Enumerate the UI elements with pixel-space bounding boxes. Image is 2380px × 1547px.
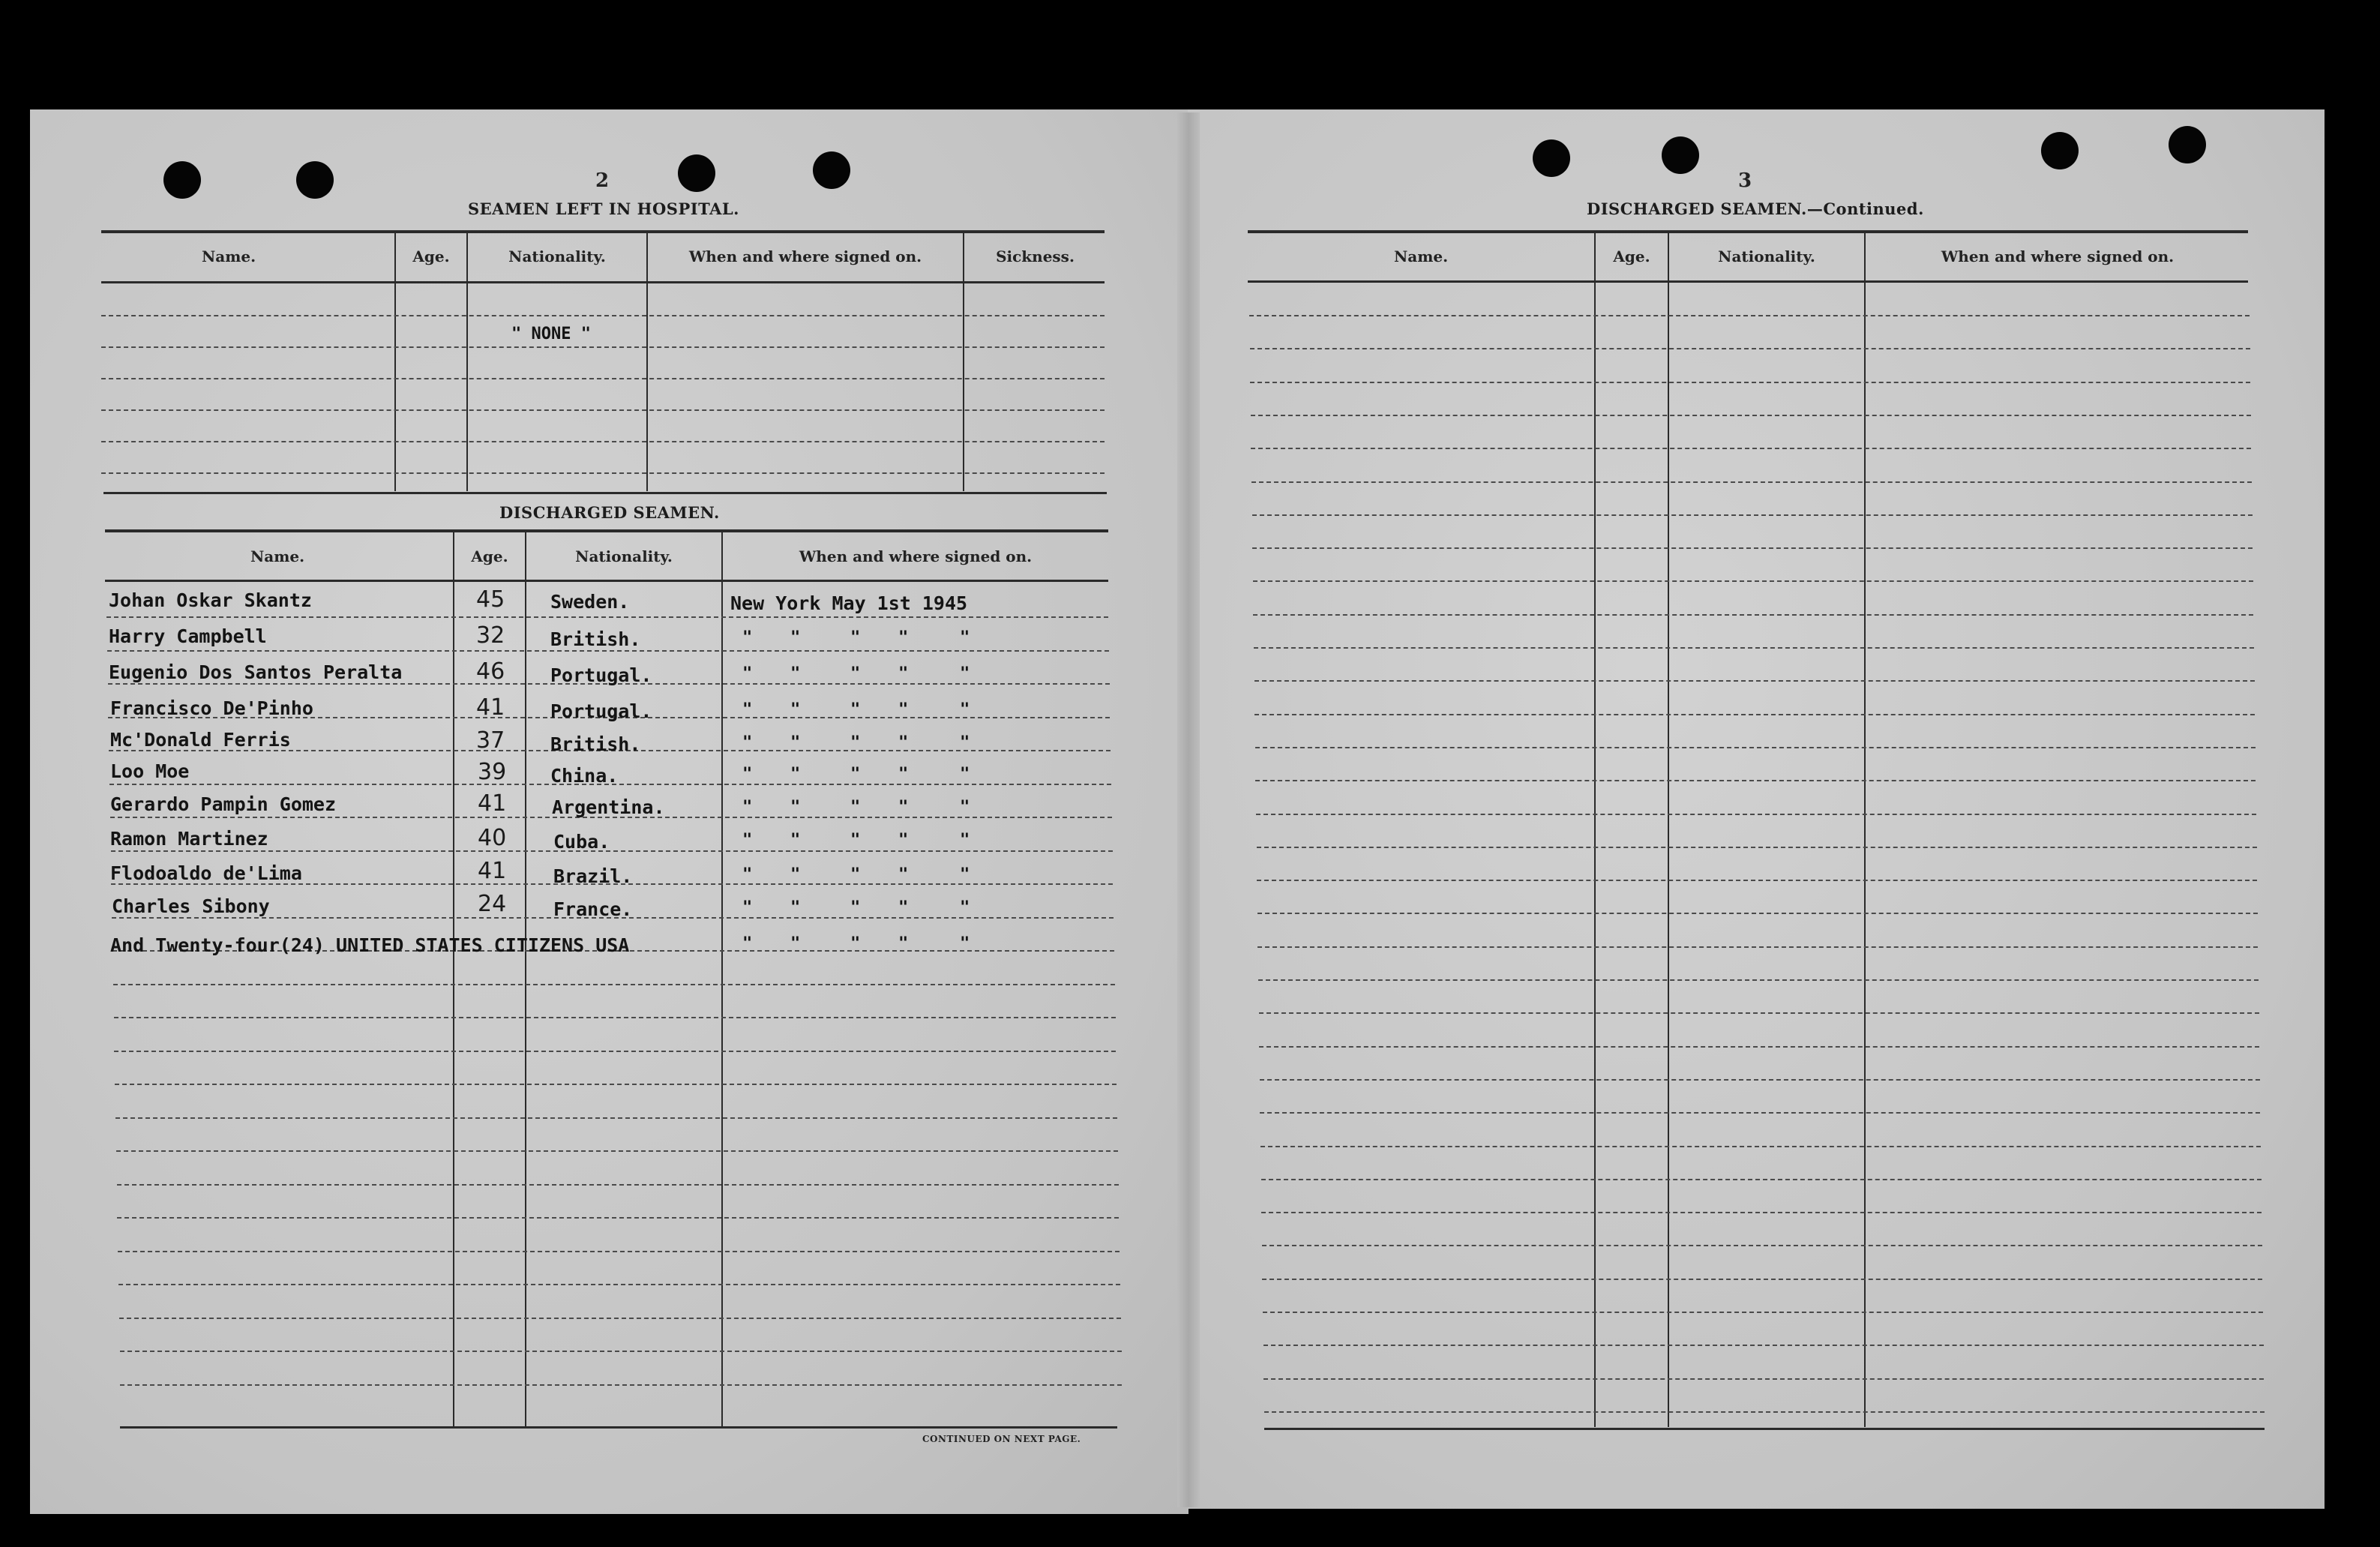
right-section-title: DISCHARGED SEAMEN.—Continued.	[1587, 199, 1924, 218]
seaman-name: Flodoaldo de'Lima	[110, 862, 302, 884]
ruled-line	[1254, 714, 2255, 715]
right-top-rule	[1248, 230, 2248, 233]
ruled-line	[1257, 847, 2257, 848]
hospital-top-rule	[101, 230, 1105, 233]
ruled-line	[111, 850, 1113, 852]
ditto-mark: "	[960, 798, 970, 817]
seaman-signed-on: New York May 1st 1945	[730, 592, 968, 614]
ditto-mark: "	[898, 700, 909, 719]
punch-hole	[1533, 139, 1570, 177]
hospital-column-line	[394, 233, 396, 491]
ruled-line	[1254, 680, 2255, 682]
hospital-col-sickness: Sickness.	[996, 247, 1075, 265]
ruled-line	[1253, 580, 2253, 582]
ruled-line	[1264, 1411, 2265, 1413]
ditto-mark: "	[850, 700, 861, 719]
ditto-mark: "	[790, 628, 801, 647]
ditto-mark: "	[790, 865, 801, 884]
ruled-line	[1252, 514, 2253, 516]
ruled-line	[115, 1117, 1117, 1119]
seaman-name: Johan Oskar Skantz	[109, 589, 312, 611]
ruled-line	[1259, 1046, 2259, 1048]
ditto-mark: "	[742, 664, 753, 683]
ruled-line	[1262, 1279, 2262, 1280]
ruled-line	[1251, 481, 2252, 483]
hospital-entry-none: " NONE "	[511, 325, 591, 343]
ditto-mark: "	[898, 831, 909, 850]
punch-hole	[2041, 132, 2079, 169]
seaman-age: 41	[478, 858, 507, 884]
seaman-age: 40	[478, 825, 507, 851]
hospital-section-title: SEAMEN LEFT IN HOSPITAL.	[468, 199, 739, 218]
ruled-line	[120, 1384, 1122, 1386]
right-col-nationality: Nationality.	[1718, 247, 1815, 265]
ruled-line	[1251, 448, 2251, 449]
ditto-mark: "	[960, 934, 970, 953]
ruled-line	[1250, 348, 2250, 349]
ruled-line	[1262, 1245, 2262, 1246]
ruled-line	[1253, 614, 2253, 616]
discharged-title-rule	[105, 529, 1108, 532]
ditto-mark: "	[790, 898, 801, 917]
ruled-line	[115, 1084, 1117, 1085]
right-col-age: Age.	[1613, 247, 1650, 265]
ditto-mark: "	[742, 865, 753, 884]
page-fold	[1177, 112, 1200, 1507]
ruled-line	[117, 1184, 1119, 1186]
ruled-line	[1252, 547, 2253, 549]
discharged-column-line	[721, 532, 723, 1426]
right-column-line	[1668, 233, 1669, 1427]
seaman-name: Harry Campbell	[109, 625, 267, 647]
hospital-row-line	[101, 409, 1105, 411]
ruled-line	[120, 1351, 1122, 1352]
seaman-name: Gerardo Pampin Gomez	[110, 793, 337, 815]
ruled-line	[1263, 1312, 2263, 1313]
ditto-mark: "	[850, 664, 861, 683]
ditto-mark: "	[742, 898, 753, 917]
punch-hole	[2169, 126, 2206, 163]
ruled-line	[1263, 1345, 2264, 1346]
ruled-line	[1255, 780, 2256, 781]
ditto-mark: "	[850, 865, 861, 884]
seaman-nationality: China.	[550, 765, 619, 787]
ruled-line	[117, 1217, 1119, 1219]
ditto-mark: "	[960, 700, 970, 719]
ditto-mark: "	[850, 831, 861, 850]
hospital-col-age: Age.	[412, 247, 450, 265]
ditto-mark: "	[850, 628, 861, 647]
punch-hole	[1662, 136, 1699, 174]
ruled-line	[1257, 946, 2258, 948]
right-header-rule	[1248, 280, 2248, 283]
ditto-mark: "	[850, 733, 861, 752]
ruled-line	[1254, 647, 2254, 649]
continued-note: CONTINUED ON NEXT PAGE.	[922, 1434, 1081, 1444]
hospital-row-line	[101, 378, 1105, 379]
ditto-mark: "	[898, 628, 909, 647]
ruled-line	[114, 1017, 1116, 1018]
seaman-nationality: Cuba.	[553, 831, 610, 853]
hospital-row-line	[101, 441, 1105, 442]
hospital-column-line	[466, 233, 468, 491]
ditto-mark: "	[960, 898, 970, 917]
seaman-nationality: France.	[553, 898, 633, 920]
discharged-section-title: DISCHARGED SEAMEN.	[499, 503, 720, 522]
discharged-col-nationality: Nationality.	[575, 547, 673, 565]
right-col-signed-on: When and where signed on.	[1941, 247, 2175, 265]
seaman-nationality: Portugal.	[550, 700, 652, 722]
ruled-line	[1251, 415, 2251, 416]
ruled-line	[1261, 1212, 2262, 1213]
seaman-age: 39	[478, 759, 507, 785]
ditto-mark: "	[790, 798, 801, 817]
seaman-name: Charles Sibony	[112, 895, 270, 917]
ditto-mark: "	[960, 628, 970, 647]
ditto-mark: "	[898, 865, 909, 884]
right-column-line	[1594, 233, 1596, 1427]
discharged-column-line	[453, 532, 454, 1426]
ruled-line	[106, 616, 1108, 618]
hospital-col-nationality: Nationality.	[508, 247, 606, 265]
hospital-header-rule	[101, 281, 1105, 283]
seaman-name: Francisco De'Pinho	[110, 697, 313, 719]
seaman-name: Mc'Donald Ferris	[110, 729, 291, 751]
discharged-col-signed-on: When and where signed on.	[799, 547, 1033, 565]
ruled-line	[1257, 880, 2257, 881]
hospital-column-line	[963, 233, 964, 491]
seaman-age: 41	[476, 694, 505, 721]
seaman-age: 24	[478, 891, 507, 917]
seaman-age: 37	[476, 727, 505, 754]
ditto-mark: "	[742, 934, 753, 953]
ruled-line	[116, 1150, 1118, 1152]
hospital-col-signed-on: When and where signed on.	[688, 247, 922, 265]
seaman-nationality: British.	[550, 628, 641, 650]
ditto-mark: "	[790, 700, 801, 719]
ruled-line	[118, 1251, 1120, 1252]
discharged-col-age: Age.	[471, 547, 508, 565]
ruled-line	[118, 1284, 1120, 1285]
right-bottom-rule	[1264, 1428, 2265, 1430]
ruled-line	[114, 1051, 1116, 1052]
ditto-mark: "	[790, 934, 801, 953]
right-column-line	[1864, 233, 1866, 1427]
discharged-col-name: Name.	[250, 547, 305, 565]
hospital-row-line	[101, 315, 1105, 316]
seaman-age: 45	[476, 586, 505, 613]
ditto-mark: "	[742, 733, 753, 752]
seaman-age: 32	[476, 622, 505, 649]
ditto-mark: "	[960, 831, 970, 850]
ruled-line	[119, 1318, 1121, 1319]
discharged-top-rule	[103, 492, 1107, 494]
ditto-mark: "	[742, 700, 753, 719]
page-number-right: 3	[1738, 169, 1752, 192]
seaman-nationality: Sweden.	[550, 591, 630, 613]
ruled-line	[1260, 1146, 2261, 1147]
ditto-mark: "	[850, 934, 861, 953]
seaman-nationality: Portugal.	[550, 664, 652, 686]
seaman-nationality: British.	[550, 733, 641, 755]
ruled-line	[1261, 1179, 2262, 1180]
ditto-mark: "	[898, 934, 909, 953]
ditto-mark: "	[960, 733, 970, 752]
hospital-row-line	[101, 472, 1105, 474]
punch-hole	[163, 161, 201, 199]
seaman-name: Loo Moe	[110, 760, 190, 782]
ditto-mark: "	[960, 664, 970, 683]
ditto-mark: "	[850, 798, 861, 817]
ditto-mark: "	[790, 765, 801, 784]
page-number-left: 2	[595, 169, 610, 192]
seaman-nationality: Brazil.	[553, 865, 633, 887]
ruled-line	[1250, 382, 2250, 383]
hospital-col-name: Name.	[201, 247, 256, 265]
seaman-age: 41	[478, 790, 507, 817]
punch-hole	[296, 161, 334, 199]
ruled-line	[1263, 1378, 2264, 1380]
ruled-line	[113, 984, 1115, 985]
ditto-mark: "	[898, 664, 909, 683]
ruled-line	[1255, 747, 2256, 748]
left-bottom-rule	[120, 1426, 1117, 1429]
seaman-age: 46	[476, 658, 505, 685]
ruled-line	[1258, 979, 2259, 981]
ditto-mark: "	[742, 798, 753, 817]
ditto-mark: "	[742, 831, 753, 850]
ditto-mark: "	[960, 865, 970, 884]
seaman-name: Ramon Martinez	[110, 828, 268, 850]
ruled-line	[1256, 814, 2256, 815]
ditto-mark: "	[898, 798, 909, 817]
right-col-name: Name.	[1393, 247, 1449, 265]
ditto-mark: "	[898, 733, 909, 752]
ruled-line	[1259, 1012, 2259, 1014]
us-citizens-line: And Twenty-four(24) UNITED STATES CITIZENS USA	[110, 934, 630, 956]
ruled-line	[1249, 315, 2250, 316]
hospital-column-line	[646, 233, 648, 491]
ruled-line	[1260, 1079, 2260, 1081]
punch-hole	[813, 151, 850, 189]
right-page	[1188, 109, 2325, 1509]
seaman-nationality: Argentina.	[552, 796, 665, 818]
ditto-mark: "	[742, 765, 753, 784]
ruled-line	[1260, 1112, 2260, 1114]
ruled-line	[1257, 913, 2258, 914]
ditto-mark: "	[960, 765, 970, 784]
punch-hole	[678, 154, 715, 192]
discharged-header-rule	[105, 580, 1108, 582]
ditto-mark: "	[742, 628, 753, 647]
discharged-column-line	[525, 532, 526, 1426]
hospital-row-line	[101, 346, 1105, 348]
ditto-mark: "	[790, 664, 801, 683]
ditto-mark: "	[898, 765, 909, 784]
ditto-mark: "	[850, 765, 861, 784]
ditto-mark: "	[898, 898, 909, 917]
seaman-name: Eugenio Dos Santos Peralta	[109, 661, 403, 683]
ditto-mark: "	[790, 733, 801, 752]
ditto-mark: "	[790, 831, 801, 850]
ditto-mark: "	[850, 898, 861, 917]
